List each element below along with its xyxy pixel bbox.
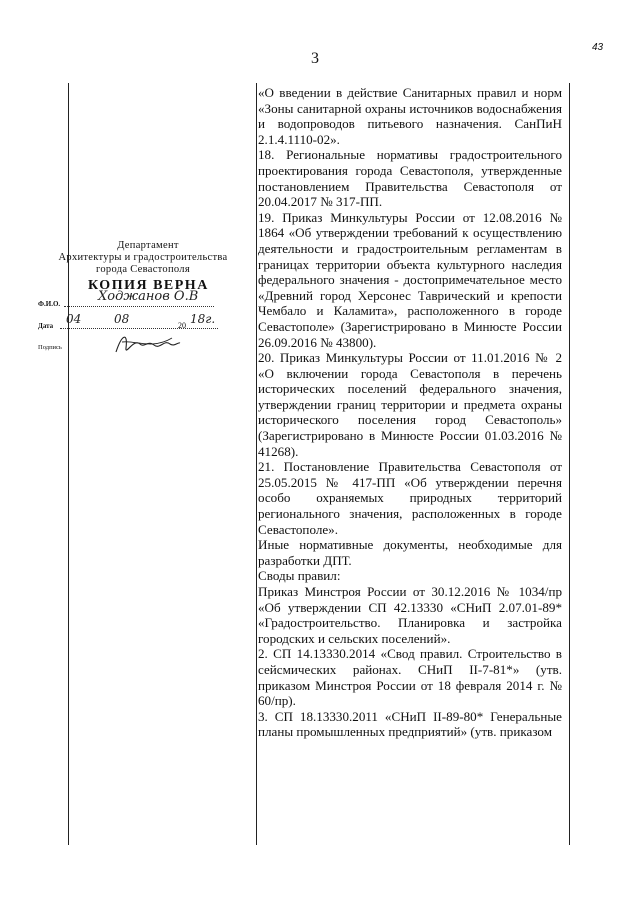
legal-text-column	[258, 85, 562, 845]
stamp-signature-label: Подпись	[38, 344, 62, 351]
fio-line	[64, 306, 214, 307]
stamp-fio-label: Ф.И.О.	[38, 300, 61, 308]
stamp-date-year-prefix: 20	[178, 321, 186, 330]
paragraph-other-docs: Иные нормативные документы, необходимые для разработки ДПТ.	[258, 537, 562, 568]
corner-page-number: 43	[592, 42, 604, 53]
stamp-date-year-suffix: 18г.	[190, 312, 216, 326]
column-divider	[256, 83, 257, 845]
paragraph-code-3: 3. СП 18.13330.2011 «СНиП II-89-80* Генеральные планы промышленных предприятий» (утв. приказом	[258, 708, 562, 740]
paragraph-21: 21. Постановление Правительства Севастополя от 25.05.2015 № 417-ПП «Об утверждении перечня особо охраняемых природных территорий регионального значения, расположенных в городе Севастополе».	[258, 459, 562, 537]
stamp-dept-line2: Архитектуры и градостроительства	[58, 252, 228, 263]
stamp-date-day: 04	[66, 312, 82, 326]
paragraph-code-2: 2. СП 14.13330.2014 «Свод правил. Строительство в сейсмических районах. СНиП II-7-81*» (утв. приказом Минстроя России от 18 февраля 2014 г. № 60/пр).	[258, 646, 562, 709]
date-line	[60, 328, 218, 329]
paragraph-19: 19. Приказ Минкультуры России от 12.08.2016 № 1864 «Об утверждении требований к осуществлению деятельности и градостроительным регламентам в границах территории объекта культурного наследия федерального значения - достопримечательное место «Древний город Херсонес Таврический и крепости Чембало и Каламита», расположенного в городе Севастополе» (Зарегистрировано в Минюсте России 26.09.2016 № 43800).	[258, 209, 562, 350]
paragraph-sanpin: «О введении в действие Санитарных правил и норм «Зоны санитарной охраны источников водоснабжения и водопроводов питьевого назначения. СанПиН 2.1.4.1110-02».	[258, 85, 562, 147]
paragraph-18: 18. Региональные нормативы градостроительного проектирования города Севастополя, утвержденные постановлением Правительства Севастополя от 20.04.2017 № 317-ПП.	[258, 147, 562, 210]
stamp-date-month: 08	[114, 312, 130, 326]
left-border	[68, 83, 69, 845]
stamp-date-label: Дата	[38, 322, 54, 330]
paragraph-20: 20. Приказ Минкультуры России от 11.01.2016 № 2 «О включении города Севастополя в перечень исторических поселений федерального значения, утверждении границ территории и предмета охраны исторического поселения город Севастополь» (Зарегистрировано в Минюсте России 01.03.2016 № 41268).	[258, 350, 562, 459]
stamp-fio-value: Ходжанов О.В	[98, 289, 199, 304]
certification-stamp	[38, 240, 248, 351]
paragraph-code-1: Приказ Минстроя России от 30.12.2016 № 1034/пр «Об утверждении СП 42.13330 «СНиП 2.07.01-89* «Градостроительство. Планировка и застройка городских и сельских поселений».	[258, 584, 562, 646]
page-number: 3	[311, 50, 319, 67]
handwritten-signature	[112, 330, 182, 360]
stamp-dept-line3: города Севастополя	[96, 264, 190, 275]
stamp-copy-label: КОПИЯ ВЕРНА	[88, 278, 209, 293]
stamp-dept-line1: Департамент	[117, 240, 179, 251]
right-border	[569, 83, 570, 845]
paragraph-codes-heading: Своды правил:	[258, 568, 341, 584]
